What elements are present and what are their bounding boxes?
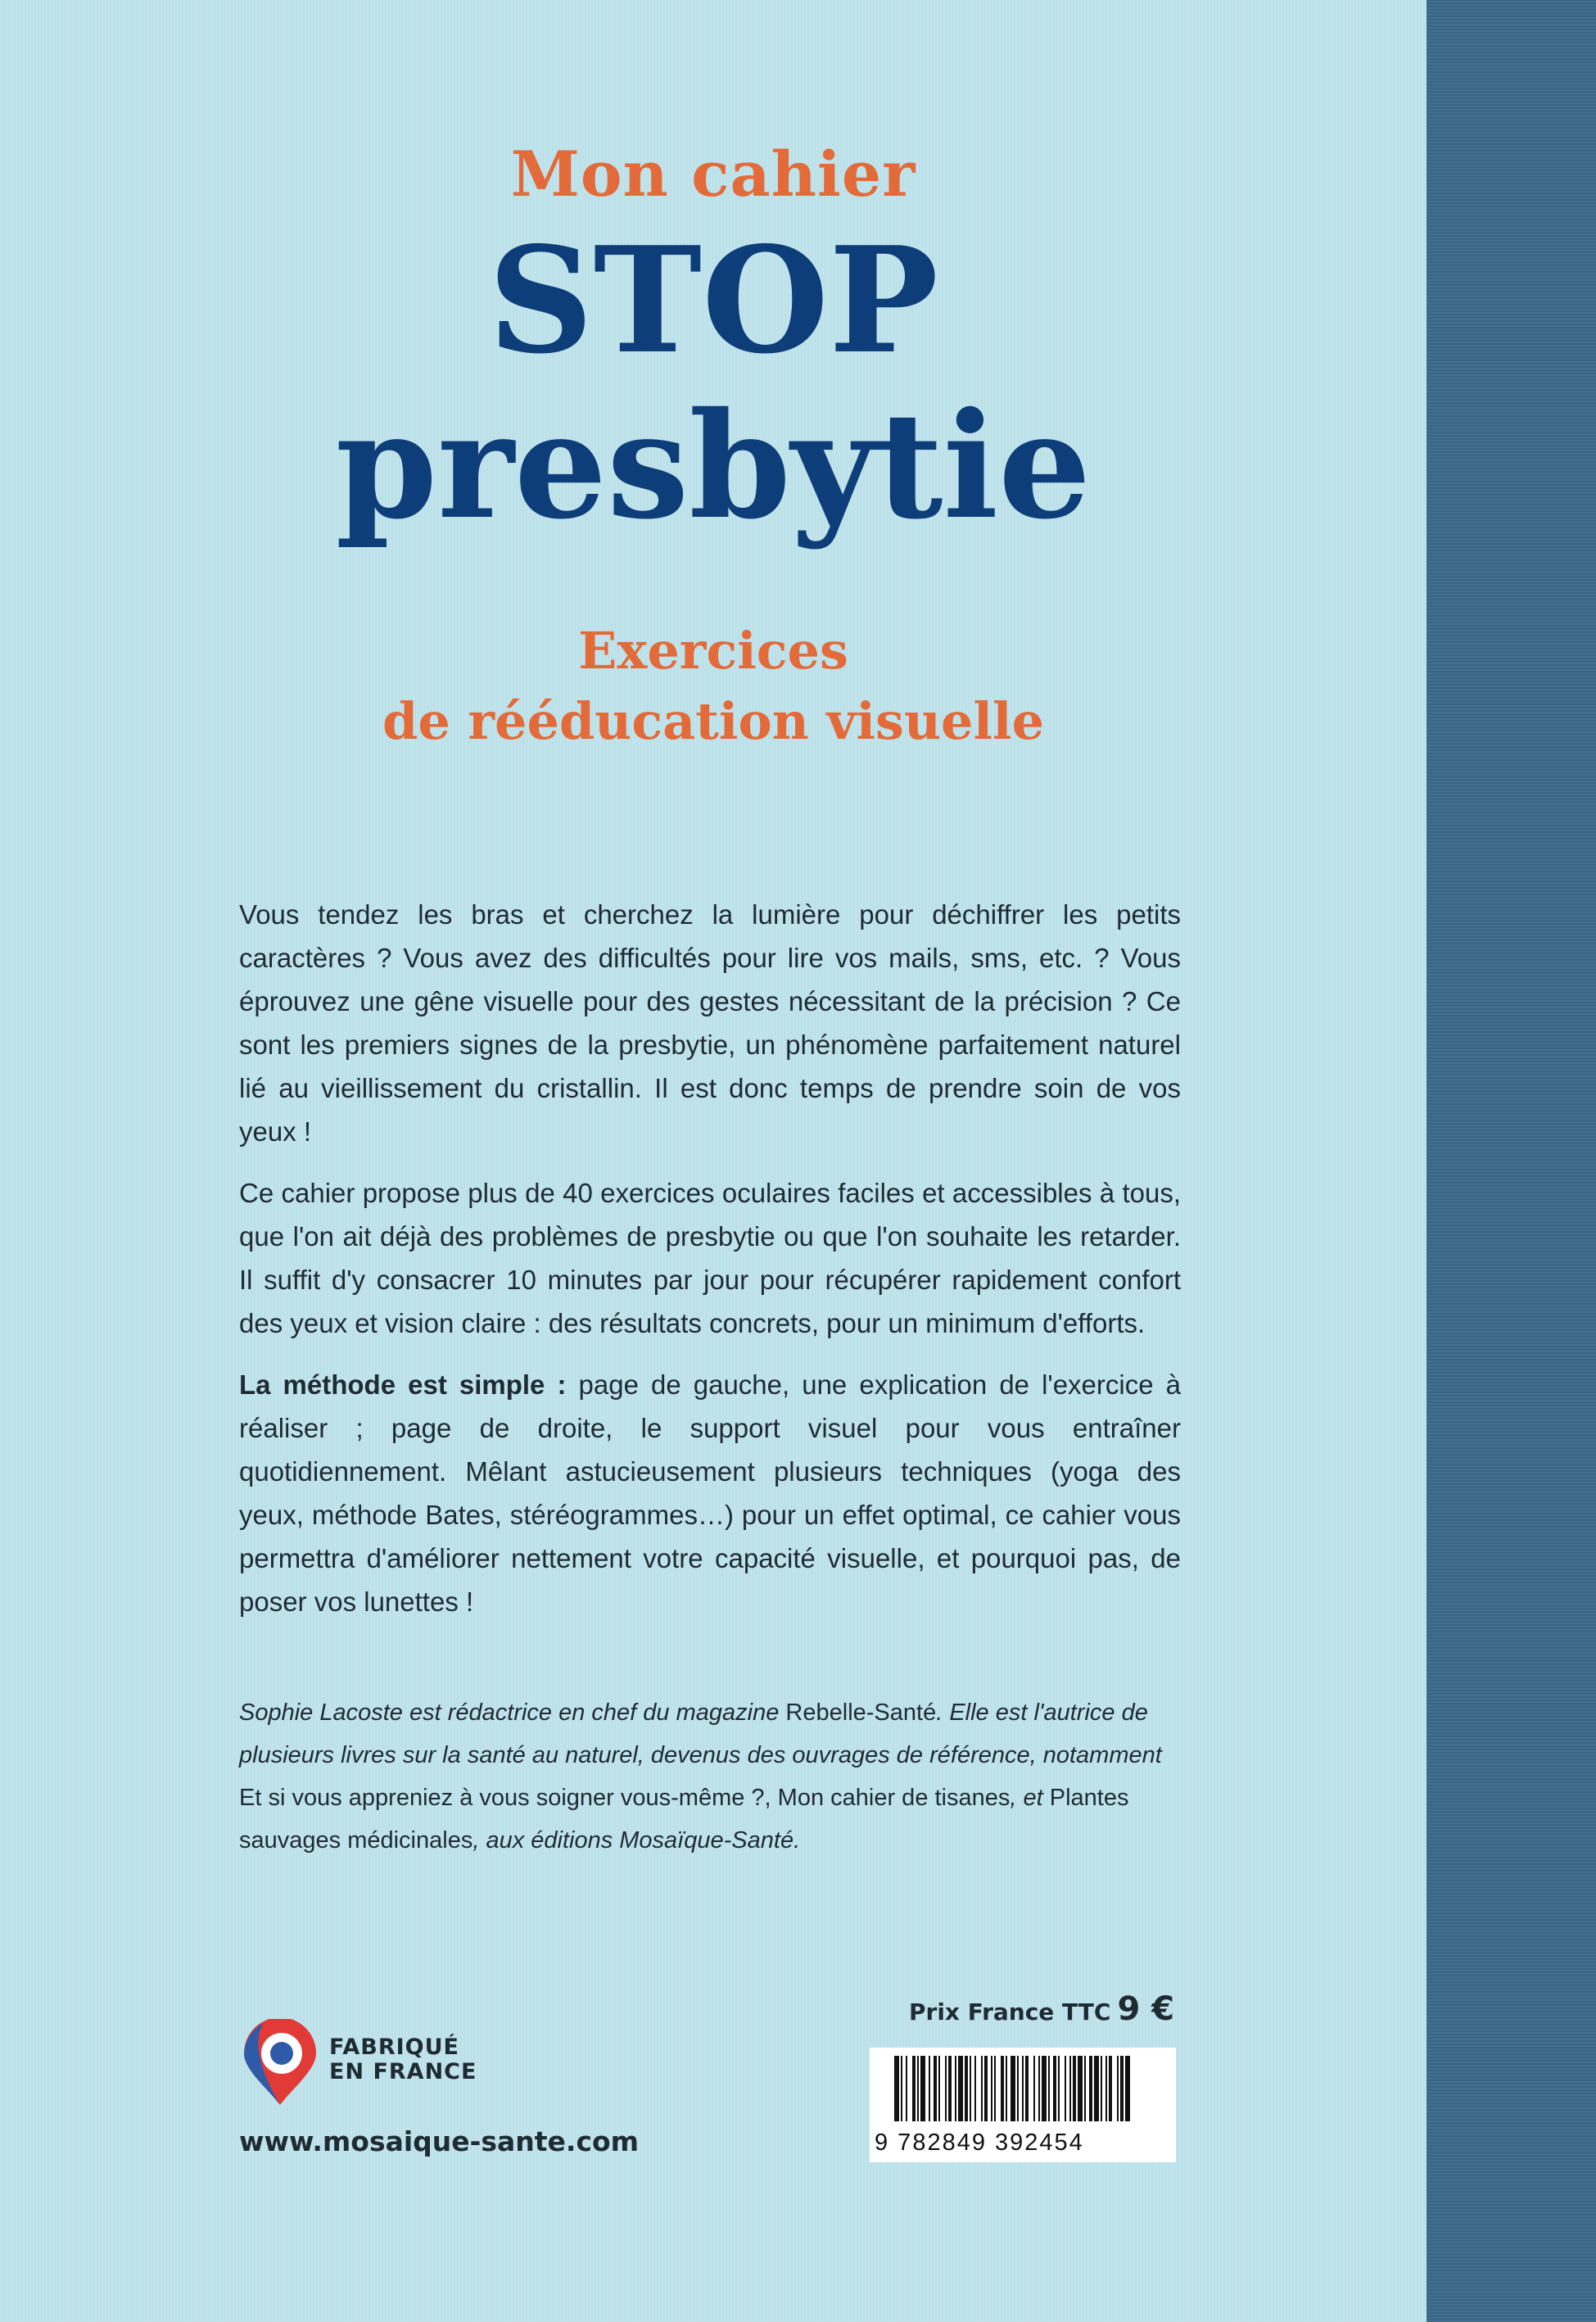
barcode-bar <box>1065 2056 1066 2121</box>
barcode-bar <box>1084 2056 1086 2121</box>
price <box>909 1990 1174 2028</box>
price-value: 9 € <box>1117 1990 1175 2028</box>
blurb-paragraph-3 <box>239 1363 1181 1623</box>
barcode-bar <box>981 2056 983 2121</box>
barcode-bar <box>1033 2056 1035 2121</box>
barcode-bar <box>1058 2056 1060 2121</box>
barcode-bar <box>1053 2056 1056 2121</box>
barcode-bar <box>1001 2056 1004 2121</box>
barcode-bar <box>912 2056 916 2121</box>
author-bio <box>239 1691 1181 1862</box>
barcode-bars <box>870 2048 1176 2130</box>
barcode-bar <box>965 2056 968 2121</box>
barcode-bar <box>1101 2056 1102 2121</box>
method-text: page de gauche, une explication de l'exercice à réaliser ; page de droite, le support visuel pour vous entraîner quotidiennement. Mêlant astucieusement plusieurs techniques (yoga des yeux, méthode Bates, stéréogrammes…) pour un effet optimal, ce cahier vous permettra d'améliorer nettement votre capacité visuelle, et pourquoi pas, de poser vos lunettes ! <box>239 1369 1181 1617</box>
barcode-bar <box>929 2056 930 2121</box>
bio-text: , et <box>1010 1785 1050 1811</box>
title-line-stop: STOP <box>488 215 938 386</box>
barcode-bar <box>1006 2056 1007 2121</box>
fabrique-label <box>329 2035 477 2084</box>
barcode-bar <box>958 2056 963 2121</box>
barcode-bar <box>1109 2056 1112 2121</box>
bio-text: Sophie Lacoste est rédactrice en chef du magazine <box>239 1700 786 1726</box>
price-label: Prix France TTC <box>909 1998 1111 2026</box>
barcode-bar <box>1038 2056 1040 2121</box>
barcode-bar <box>906 2056 907 2121</box>
barcode-bar <box>984 2056 988 2121</box>
fabrique-en-france-badge <box>239 2019 501 2109</box>
bio-book-title: Mon cahier de tisanes <box>777 1785 1010 1811</box>
bio-book-title: Et si vous appreniez à vous soigner vous-même ? <box>239 1785 765 1811</box>
barcode-bar <box>1117 2056 1119 2121</box>
barcode-bar <box>991 2056 992 2121</box>
method-lead: La méthode est simple : <box>239 1369 567 1400</box>
barcode-bar <box>1073 2056 1076 2121</box>
bio-book-title: Plantes sauvages médicinales <box>239 1785 1129 1854</box>
barcode-bar <box>1048 2056 1050 2121</box>
bio-separator: , <box>764 1785 778 1811</box>
subtitle <box>0 616 1426 757</box>
subtitle-line-2: de rééducation visuelle <box>382 691 1045 751</box>
barcode-bar <box>994 2056 996 2121</box>
barcode-bar <box>945 2056 947 2121</box>
barcode-bar <box>974 2056 976 2121</box>
barcode-bar <box>901 2056 902 2121</box>
isbn-barcode <box>870 2048 1176 2162</box>
blurb-paragraph-2: Ce cahier propose plus de 40 exercices oculaires faciles et accessibles à tous, que l'on ait déjà des problèmes de presbytie ou que l'on souhaite les retarder. Il suffit d'y consacrer 10 minutes par jour pour récupérer rapidement confort des yeux et vision claire : des résultats concrets, pour un minimum d'efforts. <box>239 1178 1181 1338</box>
barcode-bar <box>1010 2056 1015 2121</box>
barcode-bar <box>934 2056 937 2121</box>
isbn-digits: 9 782849 392454 <box>875 2130 1084 2156</box>
fabrique-line-1: FABRIQUÉ <box>329 2035 459 2060</box>
barcode-bar <box>920 2056 925 2121</box>
barcode-bar <box>1022 2056 1024 2121</box>
barcode-bar <box>1025 2056 1029 2121</box>
map-pin-icon <box>239 2019 321 2109</box>
bio-magazine-title: Rebelle-Santé <box>785 1700 937 1726</box>
bio-text: . Elle est l'autrice de plusieurs livres sur la santé au naturel, devenus des ouvrages de référence, notamment <box>239 1700 1162 1768</box>
title-line-main: presbytie <box>335 380 1092 551</box>
barcode-bar <box>1069 2056 1071 2121</box>
barcode-bar <box>1105 2056 1107 2121</box>
barcode-bar <box>1125 2056 1130 2121</box>
barcode-bar <box>970 2056 971 2121</box>
bio-text: , aux éditions Mosaïque-Santé. <box>472 1827 801 1854</box>
barcode-bar <box>955 2056 956 2121</box>
barcode-bar <box>1042 2056 1047 2121</box>
barcode-bar <box>948 2056 952 2121</box>
blurb-paragraph-1: Vous tendez les bras et cherchez la lumière pour déchiffrer les petits caractères ? Vous avez des difficultés pour lire vos mails, sms, etc. ? Vous éprouvez une gêne visuelle pour des gestes nécessitant de la précision ? Ce sont les premiers signes de la presbytie, un phénomène parfaitement naturel lié au vieillissement du cristallin. Il est donc temps de prendre soin de vos yeux ! <box>239 899 1181 1147</box>
barcode-bar <box>917 2056 919 2121</box>
barcode-bar <box>1094 2056 1099 2121</box>
barcode-bar <box>1017 2056 1019 2121</box>
publisher-website[interactable]: www.mosaique-sante.com <box>239 2125 640 2157</box>
barcode-bar <box>1089 2056 1092 2121</box>
barcode-bar <box>938 2056 940 2121</box>
fabrique-line-2: EN FRANCE <box>329 2059 477 2084</box>
blurb <box>239 893 1181 1641</box>
book-spine <box>1426 0 1596 2322</box>
title-line-small: Mon cahier <box>510 138 916 210</box>
barcode-bar <box>1120 2056 1124 2121</box>
subtitle-line-1: Exercices <box>578 621 848 681</box>
barcode-bar <box>1078 2056 1083 2121</box>
barcode-bar <box>894 2056 899 2121</box>
